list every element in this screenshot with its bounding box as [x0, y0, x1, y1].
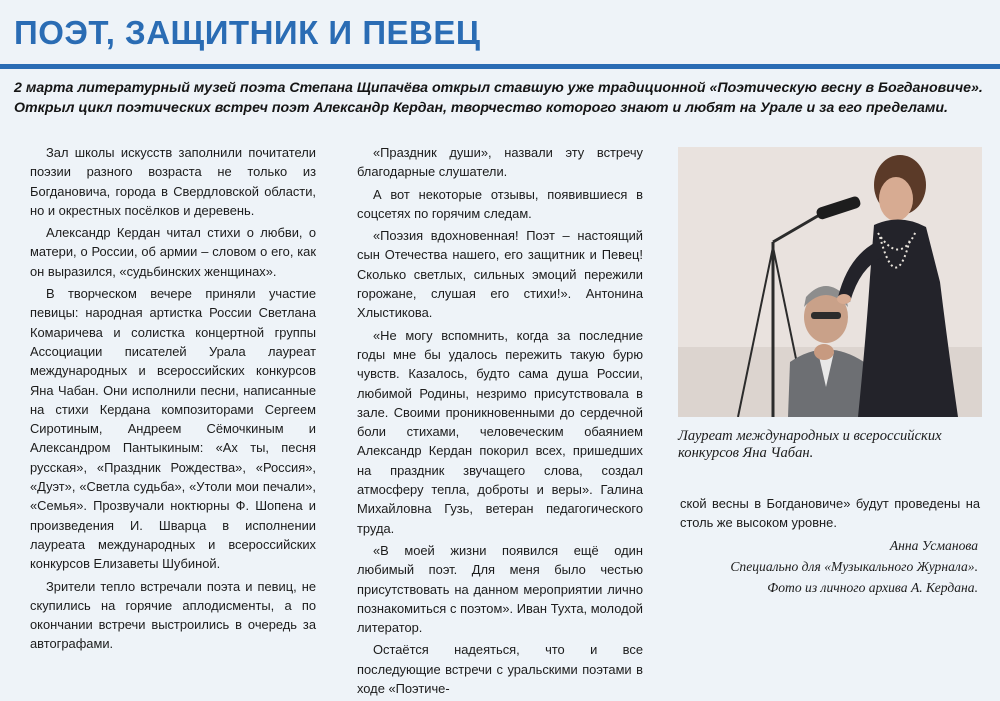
text-column-1 [30, 143, 316, 657]
photo-caption: Лауреат международных и всероссийских конкурсов Яна Чабан. [678, 428, 942, 461]
article-title: ПОЭТ, ЗАЩИТНИК И ПЕВЕЦ [14, 14, 481, 51]
text-column-2 [357, 143, 643, 701]
paragraph: Зал школы искусств заполнили почитатели поэзии разного возраста не только из Богдановича, города в Свердловской области, но и окрестных посёлков и деревень. [30, 145, 316, 218]
paragraph: ской весны в Богдановиче» будут проведены на столь же высоком уровне. [680, 496, 980, 531]
paragraph: «Праздник души», назвали эту встречу благодарные слушатели. [357, 145, 643, 180]
author-signature: Анна Усманова [889, 538, 978, 553]
paragraph: «Не могу вспомнить, когда за последние годы мне бы удалось пережить такую бурю чувств. Казалось, будто сама душа России, любимой Родины, незримо присутствовала в зале. Своими проникновенными до сердечной боли стихами, человеческим обаянием Александр Кердан покорил всех, пришедших на праздник звучащего слова, создал атмосферу тепла, доброты и веры». Галина Михайловна Гузь, ветеран педагогического труда. [357, 327, 643, 536]
concert-photo [678, 147, 982, 417]
paragraph: Остаётся надеяться, что и все последующие встречи с уральскими поэтами в ходе «Поэтиче- [357, 642, 643, 697]
paragraph: «В моей жизни появился ещё один любимый поэт. Для меня было честью присутствовать на данном мероприятии лично познакомиться с поэтом». Иван Тухта, молодой литератор. [357, 542, 643, 636]
lead-line: Открыл цикл поэтических встреч поэт Александр Кердан, творчество которого знают и любят на Урале и за его пределами. [14, 100, 948, 116]
paragraph: А вот некоторые отзывы, появившиеся в соцсетях по горячим следам. [357, 186, 643, 221]
photo-credit: Фото из личного архива А. Кердана. [767, 580, 978, 595]
lead-line: 2 марта литературный музей поэта Степана Щипачёва открыл ставшую уже традиционной «Поэтическую весну в Богдановиче». [14, 80, 983, 96]
publication-credit: Специально для «Музыкального Журнала». [730, 559, 978, 574]
text-column-3 [680, 494, 980, 536]
paragraph: «Поэзия вдохновенная! Поэт – настоящий сын Отечества нашего, его защитник и Певец! Сколько светлых, сильных эмоций пережили горожане, слушая его стихи!». Антонина Хлыстикова. [357, 228, 643, 321]
article-lead [14, 78, 989, 118]
title-divider [0, 64, 1000, 69]
paragraph: Зрители тепло встречали поэта и певиц, не скупились на горячие аплодисменты, а по окончании встречи выстроились в очередь за автографами. [30, 578, 316, 652]
concert-photo-illustration [678, 147, 982, 417]
paragraph: Александр Кердан читал стихи о любви, о матери, о России, об армии – словом о его, как он выразился, «судьбинских женщинах». [30, 225, 316, 279]
paragraph: В творческом вечере приняли участие певицы: народная артистка России Светлана Комаричева и солистка концертной группы Ассоциации писателей Урала лауреат международных и всероссийских конкурсов Яна Чабан. Они исполнили песни, написанные на стихи Кердана композиторами Сергеем Сиротиным, Андреем Сёмочкиным и Александром Пантыкиным: «Ах ты, песня русская», «Праздник Рождества», «Россия», «Дуэт», «Светла судьба», «Утоли мои печали», «Семья». Прозвучали ноктюрны Ф. Шопена и произведения И. Шварца в исполнении лауреата международных и всероссийских конкурсов Елизаветы Шубиной. [30, 286, 316, 572]
